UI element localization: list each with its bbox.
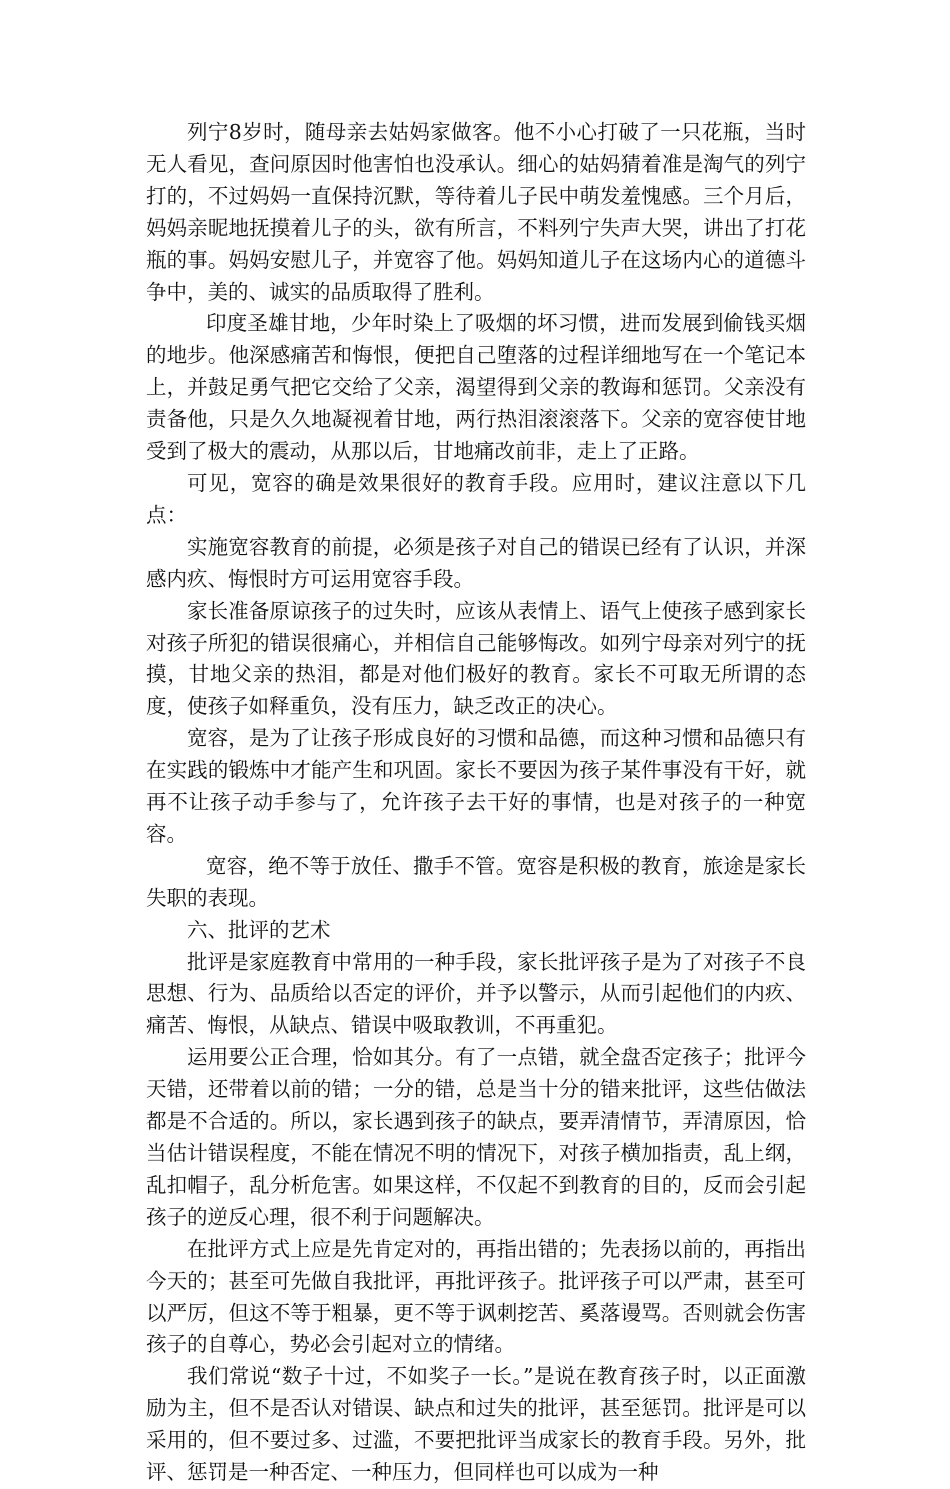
- paragraph-criticism-purpose: 批评是家庭教育中常用的一种手段，家长批评孩子是为了对孩子不良思想、行为、品质给以否定的评价，并予以警示，从而引起他们的内疚、痛苦、悔恨，从缺点、错误中吸取教训，不再重犯。: [146, 949, 806, 1038]
- paragraph-gandhi-smoking: 印度圣雄甘地，少年时染上了吸烟的坏习惯，进而发展到偷钱买烟的地步。他深感痛苦和悔恨，便把自己堕落的过程详细地写在一个笔记本上，并鼓足勇气把它交给了父亲，渴望得到父亲的教诲和惩罚。父亲没有责备他，只是久久地凝视着甘地，两行热泪滚滚落下。父亲的宽容使甘地受到了极大的震动，从那以后，甘地痛改前非，走上了正路。: [146, 311, 806, 464]
- paragraph-lenin-vase: 列宁8岁时，随母亲去姑妈家做客。他不小心打破了一只花瓶，当时无人看见，查问原因时他害怕也没承认。细心的姑妈猜着准是淘气的列宁打的，不过妈妈一直保持沉默，等待着儿子民中萌发羞愧感。三个月后，妈妈亲昵地抚摸着儿子的头，欲有所言，不料列宁失声大哭，讲出了打花瓶的事。妈妈安慰儿子，并宽容了他。妈妈知道儿子在这场内心的道德斗争中，美的、诚实的品质取得了胜利。: [146, 120, 806, 304]
- paragraph-tolerance-summary: 可见，宽容的确是效果很好的教育手段。应用时，建议注意以下几点：: [146, 470, 806, 527]
- paragraph-criticism-method: 在批评方式上应是先肯定对的，再指出错的；先表扬以前的，再指出今天的；甚至可先做自我批评，再批评孩子。批评孩子可以严肃，甚至可以严厉，但这不等于粗暴，更不等于讽刺挖苦、奚落谩骂。否则就会伤害孩子的自尊心，势必会引起对立的情绪。: [146, 1236, 806, 1357]
- paragraph-praise-over-blame: 我们常说“数子十过，不如奖子一长。”是说在教育孩子时，以正面激励为主，但不是否认对错误、缺点和过失的批评，甚至惩罚。批评是可以采用的，但不要过多、过滥，不要把批评当成家长的教育手段。另外，批评、惩罚是一种否定、一种压力，但同样也可以成为一种: [146, 1364, 806, 1485]
- paragraph-not-indulgence: 宽容，绝不等于放任、撒手不管。宽容是积极的教育，旅途是家长失职的表现。: [146, 853, 806, 910]
- section-heading-criticism: 六、批评的艺术: [187, 917, 331, 942]
- document-body: [146, 117, 806, 1489]
- paragraph-parent-forgiveness: 家长准备原谅孩子的过失时，应该从表情上、语气上使孩子感到家长对孩子所犯的错误很痛心，并相信自己能够悔改。如列宁母亲对列宁的抚摸，甘地父亲的热泪，都是对他们极好的教育。家长不可取无所谓的态度，使孩子如释重负，没有压力，缺乏改正的决心。: [146, 598, 806, 719]
- paragraph-fair-criticism: 运用要公正合理，恰如其分。有了一点错，就全盘否定孩子；批评今天错，还带着以前的错；一分的错，总是当十分的错来批评，这些估做法都是不合适的。所以，家长遇到孩子的缺点，要弄清情节，弄清原因，恰当估计错误程度，不能在情况不明的情况下，对孩子横加指责，乱上纲，乱扣帽子，乱分析危害。如果这样，不仅起不到教育的目的，反而会引起孩子的逆反心理，很不利于问题解决。: [146, 1045, 806, 1229]
- paragraph-habits-character: 宽容，是为了让孩子形成良好的习惯和品德，而这种习惯和品德只有在实践的锻炼中才能产生和巩固。家长不要因为孩子某件事没有干好，就再不让孩子动手参与了，允许孩子去干好的事情，也是对孩子的一种宽容。: [146, 726, 806, 846]
- paragraph-tolerance-premise: 实施宽容教育的前提，必须是孩子对自己的错误已经有了认识，并深感内疚、悔恨时方可运用宽容手段。: [146, 534, 806, 591]
